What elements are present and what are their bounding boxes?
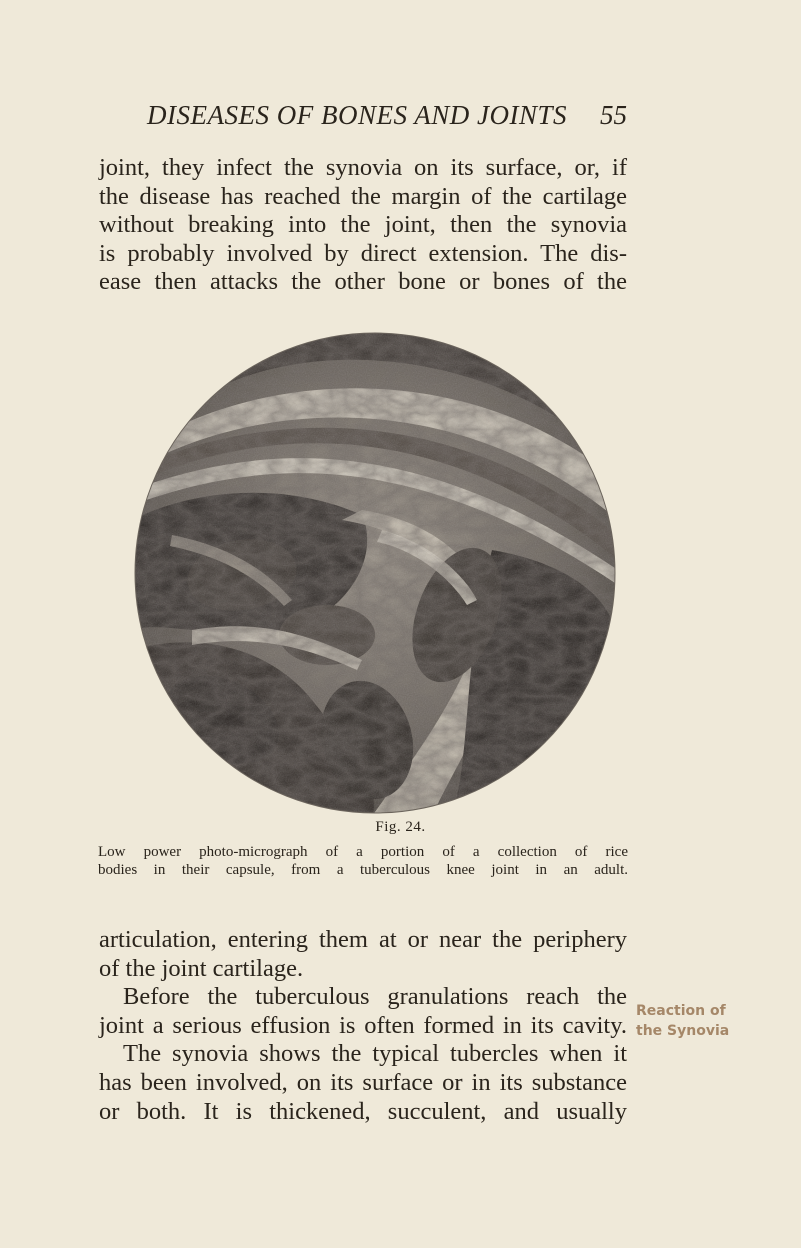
caption-line: Low power photo-micrograph of a portion of a collection of rice [98, 844, 628, 860]
margin-note [636, 1001, 729, 1041]
micrograph-figure [132, 330, 618, 816]
text-line: the disease has reached the margin of the cartilage [99, 182, 627, 210]
margin-note-line: the Synovia [636, 1023, 730, 1039]
text-line: without breaking into the joint, then the synovia [99, 211, 627, 239]
running-title: DISEASES OF BONES AND JOINTS [147, 100, 567, 130]
figure-label: Fig. 24. [375, 819, 426, 835]
body-text-bottom [99, 926, 627, 1126]
text-line: articulation, entering them at or near the periphery [99, 926, 627, 953]
text-line: is probably involved by direct extension. The dis- [99, 239, 627, 267]
figure-caption [98, 843, 628, 879]
text-line: joint, they infect the synovia on its surface, or, if [99, 154, 627, 181]
text-line: Before the tuberculous granulations reach the [123, 983, 627, 1011]
text-line: or both. It is thickened, succulent, and usually [99, 1097, 627, 1125]
text-line: ease then attacks the other bone or bones of the [99, 268, 627, 296]
running-head [0, 100, 801, 140]
caption-line: bodies in their capsule, from a tuberculous knee joint in an adult. [98, 862, 628, 878]
text-line: has been involved, on its surface or in its substance [99, 1068, 627, 1096]
text-line: of the joint cartilage. [99, 954, 304, 982]
text-line: joint a serious effusion is often formed in its cavity. [99, 1011, 627, 1039]
margin-note-line: Reaction of [636, 1003, 726, 1019]
page-number: 55 [600, 100, 627, 130]
text-line: The synovia shows the typical tubercles when it [123, 1040, 627, 1068]
micrograph-image [132, 330, 618, 816]
body-text-top [99, 154, 627, 297]
